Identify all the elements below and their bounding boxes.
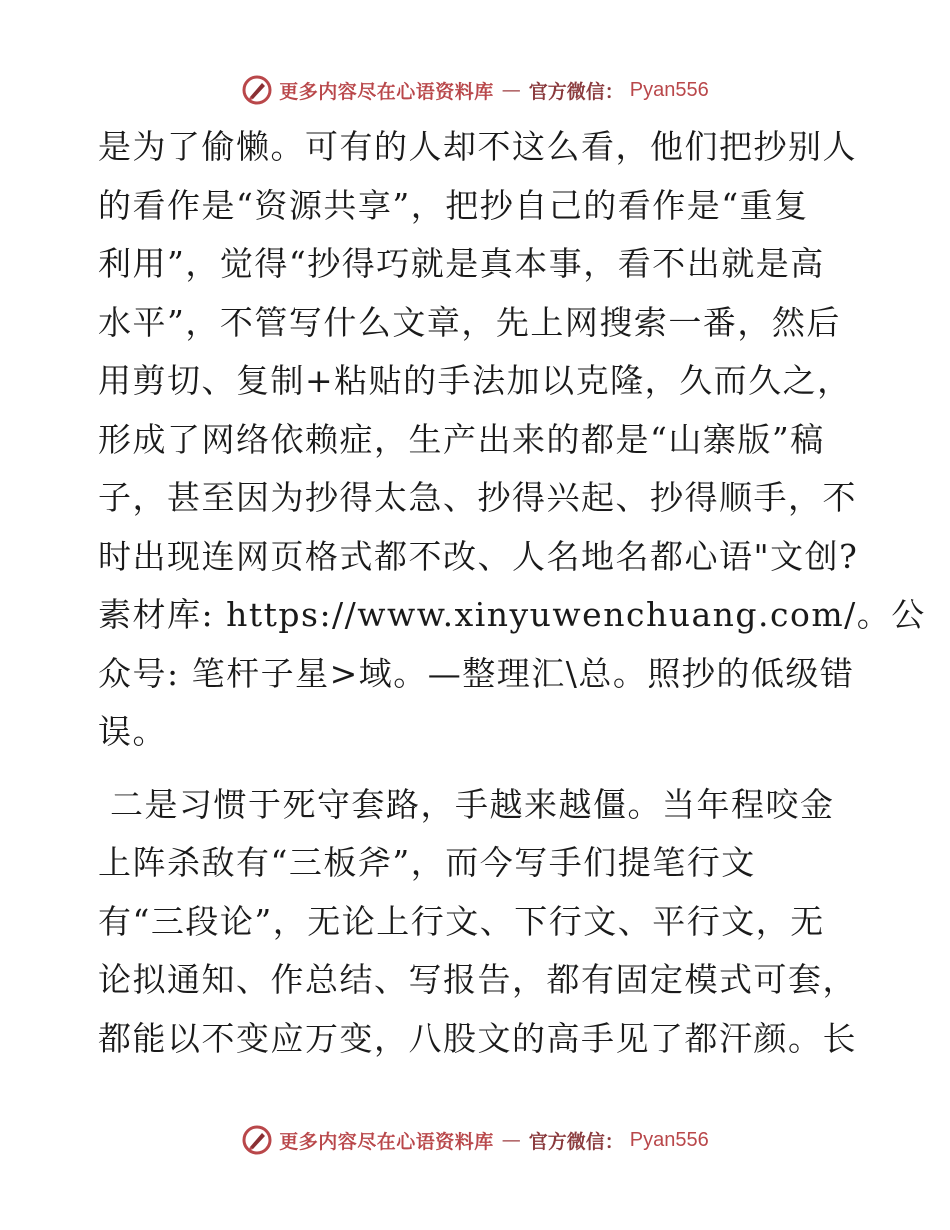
footer-wechat-handle: Pyan556 (629, 1128, 709, 1151)
header-brand-text: 更多内容尽在心语资料库 (279, 80, 494, 103)
paragraph-1 (98, 118, 926, 762)
paragraph-line: 众号: 笔杆子星>域。—整理汇\总。照抄的低级错 (98, 653, 855, 693)
pen-logo-icon (241, 74, 273, 106)
paragraph-line: 二是习惯于死守套路，手越来越僵。当年程咬金 (98, 784, 835, 824)
footer-brand-text: 更多内容尽在心语资料库 (279, 1130, 494, 1153)
header-dash: — (501, 79, 521, 101)
paragraph-line: 子，甚至因为抄得太急、抄得兴起、抄得顺手，不 (98, 478, 857, 517)
paragraph-line: 形成了网络依赖症，生产出来的都是“山寨版”稿 (98, 419, 825, 459)
paragraph-line: 水平”，不管写什么文章，先上网搜索一番，然后 (98, 302, 841, 342)
paragraph-line: 误。 (98, 712, 167, 751)
header-watermark-banner (0, 70, 950, 110)
paragraph-line: 的看作是“资源共享”，把抄自己的看作是“重复 (98, 185, 809, 225)
paragraph-line: 上阵杀敌有“三板斧”，而今写手们提笔行文 (98, 843, 756, 882)
paragraph-line: 论拟通知、作总结、写报告，都有固定模式可套， (98, 960, 857, 999)
paragraph-line: 都能以不变应万变，八股文的高手见了都汗颜。长 (98, 1018, 857, 1058)
paragraph-line: 有“三段论”，无论上行文、下行文、平行文，无 (98, 901, 825, 941)
footer-dash: — (501, 1129, 521, 1151)
paragraph-line: 利用”，觉得“抄得巧就是真本事，看不出就是高 (98, 244, 825, 283)
document-body (98, 118, 926, 1068)
header-wechat-label: 官方微信： (528, 80, 624, 103)
header-wechat-handle: Pyan556 (629, 78, 709, 101)
paragraph-line: 时出现连网页格式都不改、人名地名都心语"文创? (98, 536, 859, 576)
paragraph-line: 素材库: https://www.xinyuwenchuang.com/。公 (98, 595, 926, 634)
footer-watermark-banner (0, 1120, 950, 1160)
paragraph-line: 用剪切、复制+粘贴的手法加以克隆，久而久之， (98, 361, 852, 400)
pen-logo-icon (241, 1124, 273, 1156)
footer-wechat-label: 官方微信： (528, 1130, 624, 1153)
paragraph-line: 是为了偷懒。可有的人却不这么看，他们把抄别人 (98, 127, 857, 166)
paragraph-2 (98, 776, 858, 1069)
